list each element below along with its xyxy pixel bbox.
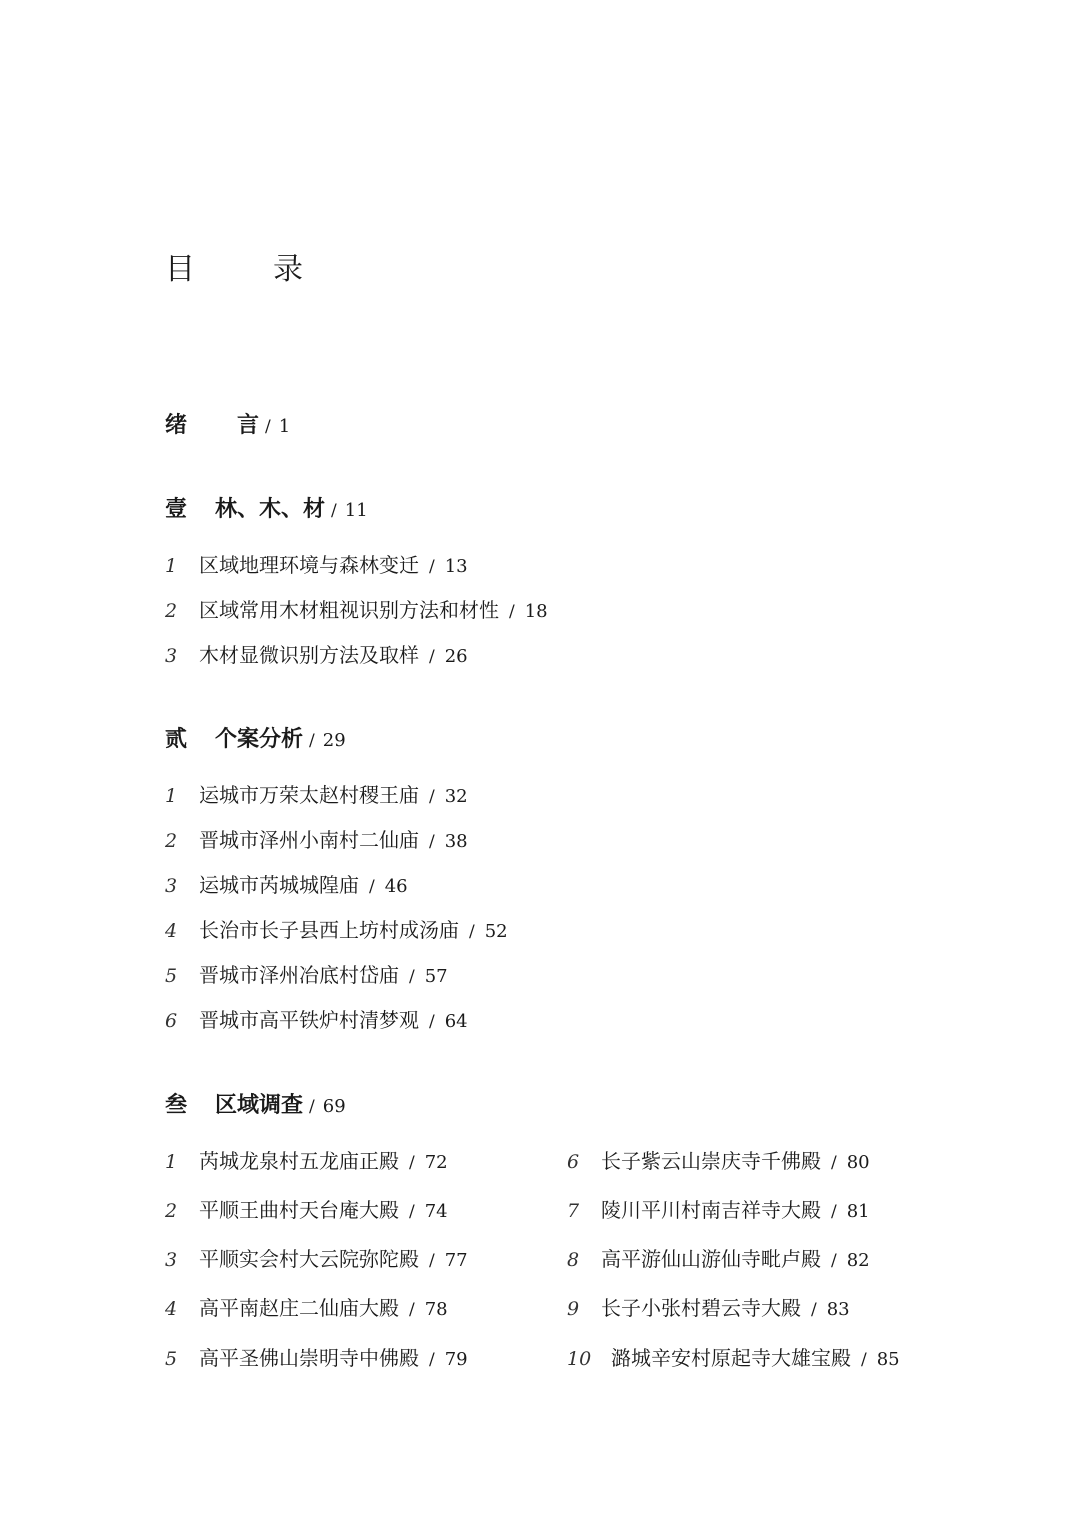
separator: /: [861, 1350, 867, 1370]
section-number: 贰: [165, 726, 188, 752]
entry-number: 4: [165, 1298, 178, 1320]
separator: /: [831, 1202, 837, 1222]
entry-label: 木材显微识别方法及取样: [199, 643, 419, 667]
entry-label: 高平游仙山游仙寺毗卢殿: [601, 1247, 821, 1271]
toc-entry[interactable]: [567, 1344, 900, 1374]
separator: /: [429, 1012, 435, 1032]
toc-entry[interactable]: [165, 1344, 468, 1374]
separator: /: [369, 877, 375, 897]
entry-label: 陵川平川村南吉祥寺大殿: [601, 1198, 821, 1222]
entry-label: 区域常用木材粗视识别方法和材性: [199, 598, 499, 622]
separator: /: [469, 922, 475, 942]
entry-page-number: 77: [444, 1250, 468, 1271]
entry-page-number: 52: [484, 921, 508, 942]
entry-number: 1: [165, 1151, 178, 1173]
entry-number: 3: [165, 875, 178, 897]
entry-page-number: 18: [524, 601, 548, 622]
entry-page-number: 80: [846, 1152, 870, 1173]
entry-page-number: 79: [444, 1349, 468, 1370]
entry-page-number: 85: [876, 1349, 900, 1370]
entry-page-number: 32: [444, 786, 468, 807]
separator: /: [409, 967, 415, 987]
entry-page-number: 46: [384, 876, 408, 897]
section-name: 个案分析: [215, 726, 304, 752]
entry-label: 平顺王曲村天台庵大殿: [199, 1198, 399, 1222]
entry-label: 运城市万荣太赵村稷王庙: [199, 783, 419, 807]
section-name: 林、木、材: [215, 496, 326, 522]
separator: /: [265, 417, 271, 437]
entry-label: 高平南赵庄二仙庙大殿: [199, 1296, 399, 1320]
separator: /: [429, 1251, 435, 1271]
entry-number: 2: [165, 1200, 178, 1222]
entry-page-number: 57: [424, 966, 448, 987]
entry-number: 3: [165, 645, 178, 667]
entry-number: 5: [165, 965, 178, 987]
section-name: 区域调查: [215, 1092, 304, 1118]
entry-page-number: 78: [424, 1299, 448, 1320]
toc-entry[interactable]: [567, 1147, 870, 1177]
section-page-number: 69: [322, 1096, 346, 1117]
toc-entry[interactable]: [165, 641, 468, 671]
separator: /: [509, 602, 515, 622]
section-heading-2[interactable]: [165, 724, 346, 756]
toc-entry[interactable]: [165, 1006, 468, 1036]
entry-label: 晋城市泽州小南村二仙庙: [199, 828, 419, 852]
entry-number: 7: [567, 1200, 580, 1222]
section-page-number: 1: [278, 416, 291, 437]
entry-number: 9: [567, 1298, 580, 1320]
entry-page-number: 26: [444, 646, 468, 667]
toc-entry[interactable]: [165, 1294, 448, 1324]
entry-label: 区域地理环境与森林变迁: [199, 553, 419, 577]
section-heading-3[interactable]: [165, 1090, 346, 1122]
entry-number: 8: [567, 1249, 580, 1271]
entry-label: 长子小张村碧云寺大殿: [601, 1296, 801, 1320]
separator: /: [429, 1350, 435, 1370]
entry-number: 3: [165, 1249, 178, 1271]
entry-number: 2: [165, 600, 178, 622]
entry-number: 10: [567, 1348, 592, 1370]
toc-entry[interactable]: [165, 961, 448, 991]
separator: /: [309, 731, 315, 751]
entry-label: 高平圣佛山崇明寺中佛殿: [199, 1346, 419, 1370]
separator: /: [831, 1251, 837, 1271]
toc-entry[interactable]: [165, 781, 468, 811]
separator: /: [429, 557, 435, 577]
section-page-number: 11: [344, 500, 368, 521]
section-heading-1[interactable]: [165, 494, 368, 526]
section-name: 言: [237, 412, 260, 438]
toc-entry[interactable]: [165, 1245, 468, 1275]
entry-number: 1: [165, 785, 178, 807]
section-number: 绪: [165, 412, 188, 438]
toc-entry[interactable]: [165, 1196, 448, 1226]
separator: /: [331, 501, 337, 521]
entry-page-number: 13: [444, 556, 468, 577]
entry-label: 晋城市高平铁炉村清梦观: [199, 1008, 419, 1032]
separator: /: [429, 647, 435, 667]
entry-page-number: 83: [826, 1299, 850, 1320]
entry-number: 5: [165, 1348, 178, 1370]
entry-label: 长治市长子县西上坊村成汤庙: [199, 918, 459, 942]
entry-page-number: 82: [846, 1250, 870, 1271]
toc-entry[interactable]: [567, 1245, 870, 1275]
separator: /: [309, 1097, 315, 1117]
section-number: 壹: [165, 496, 188, 522]
section-number: 叁: [165, 1092, 188, 1118]
separator: /: [429, 832, 435, 852]
entry-number: 1: [165, 555, 178, 577]
entry-label: 平顺实会村大云院弥陀殿: [199, 1247, 419, 1271]
separator: /: [409, 1153, 415, 1173]
toc-entry[interactable]: [165, 871, 408, 901]
entry-label: 晋城市泽州冶底村岱庙: [199, 963, 399, 987]
entry-page-number: 38: [444, 831, 468, 852]
entry-page-number: 74: [424, 1201, 448, 1222]
toc-entry[interactable]: [567, 1196, 870, 1226]
entry-label: 运城市芮城城隍庙: [199, 873, 359, 897]
toc-entry[interactable]: [165, 551, 468, 581]
separator: /: [811, 1300, 817, 1320]
toc-entry[interactable]: [165, 1147, 448, 1177]
entry-page-number: 64: [444, 1011, 468, 1032]
entry-number: 6: [165, 1010, 178, 1032]
toc-entry[interactable]: [165, 916, 508, 946]
toc-entry[interactable]: [567, 1294, 850, 1324]
section-page-number: 29: [322, 730, 346, 751]
entry-number: 4: [165, 920, 178, 942]
separator: /: [429, 787, 435, 807]
entry-page-number: 72: [424, 1152, 448, 1173]
entry-label: 长子紫云山崇庆寺千佛殿: [601, 1149, 821, 1173]
separator: /: [831, 1153, 837, 1173]
entry-page-number: 81: [846, 1201, 870, 1222]
entry-label: 芮城龙泉村五龙庙正殿: [199, 1149, 399, 1173]
toc-entry[interactable]: [165, 826, 468, 856]
section-heading-preface[interactable]: [165, 410, 290, 442]
separator: /: [409, 1300, 415, 1320]
entry-number: 6: [567, 1151, 580, 1173]
separator: /: [409, 1202, 415, 1222]
entry-number: 2: [165, 830, 178, 852]
page-title: 目 录: [165, 252, 327, 287]
toc-entry[interactable]: [165, 596, 548, 626]
entry-label: 潞城辛安村原起寺大雄宝殿: [611, 1346, 851, 1370]
